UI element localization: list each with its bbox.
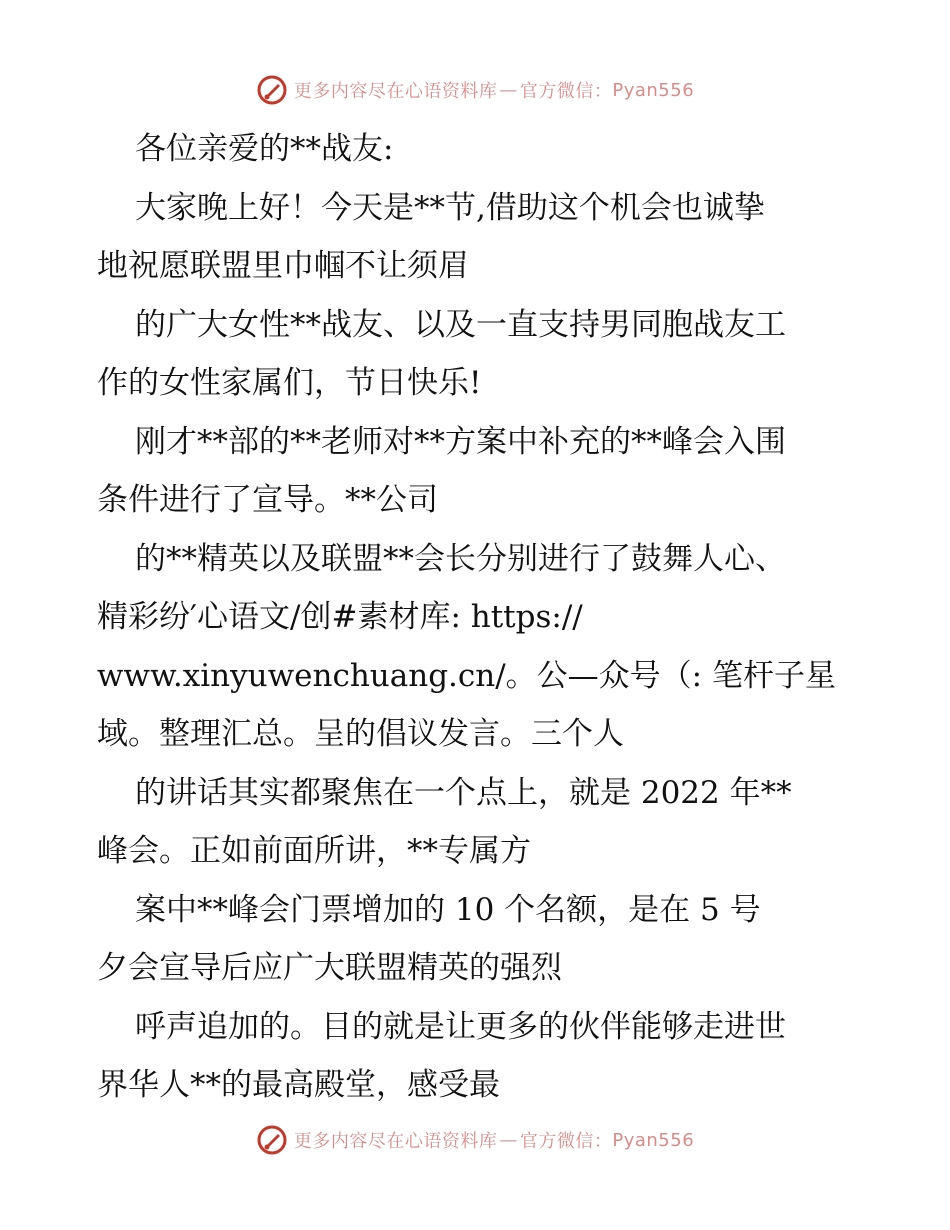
text-line: 的**精英以及联盟**会长分别进行了鼓舞人心、 (135, 540, 786, 577)
watermark-separator: — (499, 1129, 518, 1151)
text-line: 地祝愿联盟里巾帼不让须眉 (97, 248, 469, 284)
pen-nib-icon (256, 1124, 288, 1156)
watermark-text: 更多内容尽在心语资料库 (293, 81, 498, 102)
pen-nib-icon (256, 74, 288, 106)
watermark-separator: — (499, 79, 518, 101)
text-line: 条件进行了宣导。**公司 (97, 482, 438, 518)
text-line: 域。整理汇总。呈的倡议发言。三个人 (97, 716, 624, 752)
footer-watermark (0, 1120, 950, 1160)
text-line: 的讲话其实都聚焦在一个点上，就是 2022 年** (135, 774, 792, 811)
text-line: 大家晚上好！今天是**节,借助这个机会也诚挚 (135, 189, 765, 226)
text-line: 呼声追加的。目的就是让更多的伙伴能够走进世 (135, 1008, 786, 1045)
text-line: 峰会。正如前面所讲，**专属方 (97, 833, 531, 869)
watermark-wechat-id: Pyan556 (612, 79, 695, 101)
text-line: 的广大女性**战友、以及一直支持男同胞战友工 (135, 306, 786, 343)
text-line: 作的女性家属们，节日快乐! (97, 365, 482, 401)
watermark-wechat-label: 官方微信： (519, 81, 613, 102)
text-line: www.xinyuwenchuang.cn/。公—众号（: 笔杆子星 (97, 657, 836, 694)
text-line: 案中**峰会门票增加的 10 个名额，是在 5 号 (135, 891, 761, 928)
document-body (97, 120, 857, 1115)
text-line: 各位亲爱的**战友: (135, 131, 394, 167)
text-line: 夕会宣导后应广大联盟精英的强烈 (97, 950, 562, 986)
text-line: 精彩纷′心语文/创#素材库: https:// (97, 599, 583, 635)
header-watermark (0, 70, 950, 110)
text-line: 界华人**的最高殿堂，感受最 (97, 1067, 500, 1103)
watermark-wechat-label: 官方微信： (519, 1131, 613, 1152)
watermark-text: 更多内容尽在心语资料库 (293, 1131, 498, 1152)
watermark-wechat-id: Pyan556 (612, 1129, 695, 1151)
text-line: 刚才**部的**老师对**方案中补充的**峰会入围 (135, 423, 786, 460)
